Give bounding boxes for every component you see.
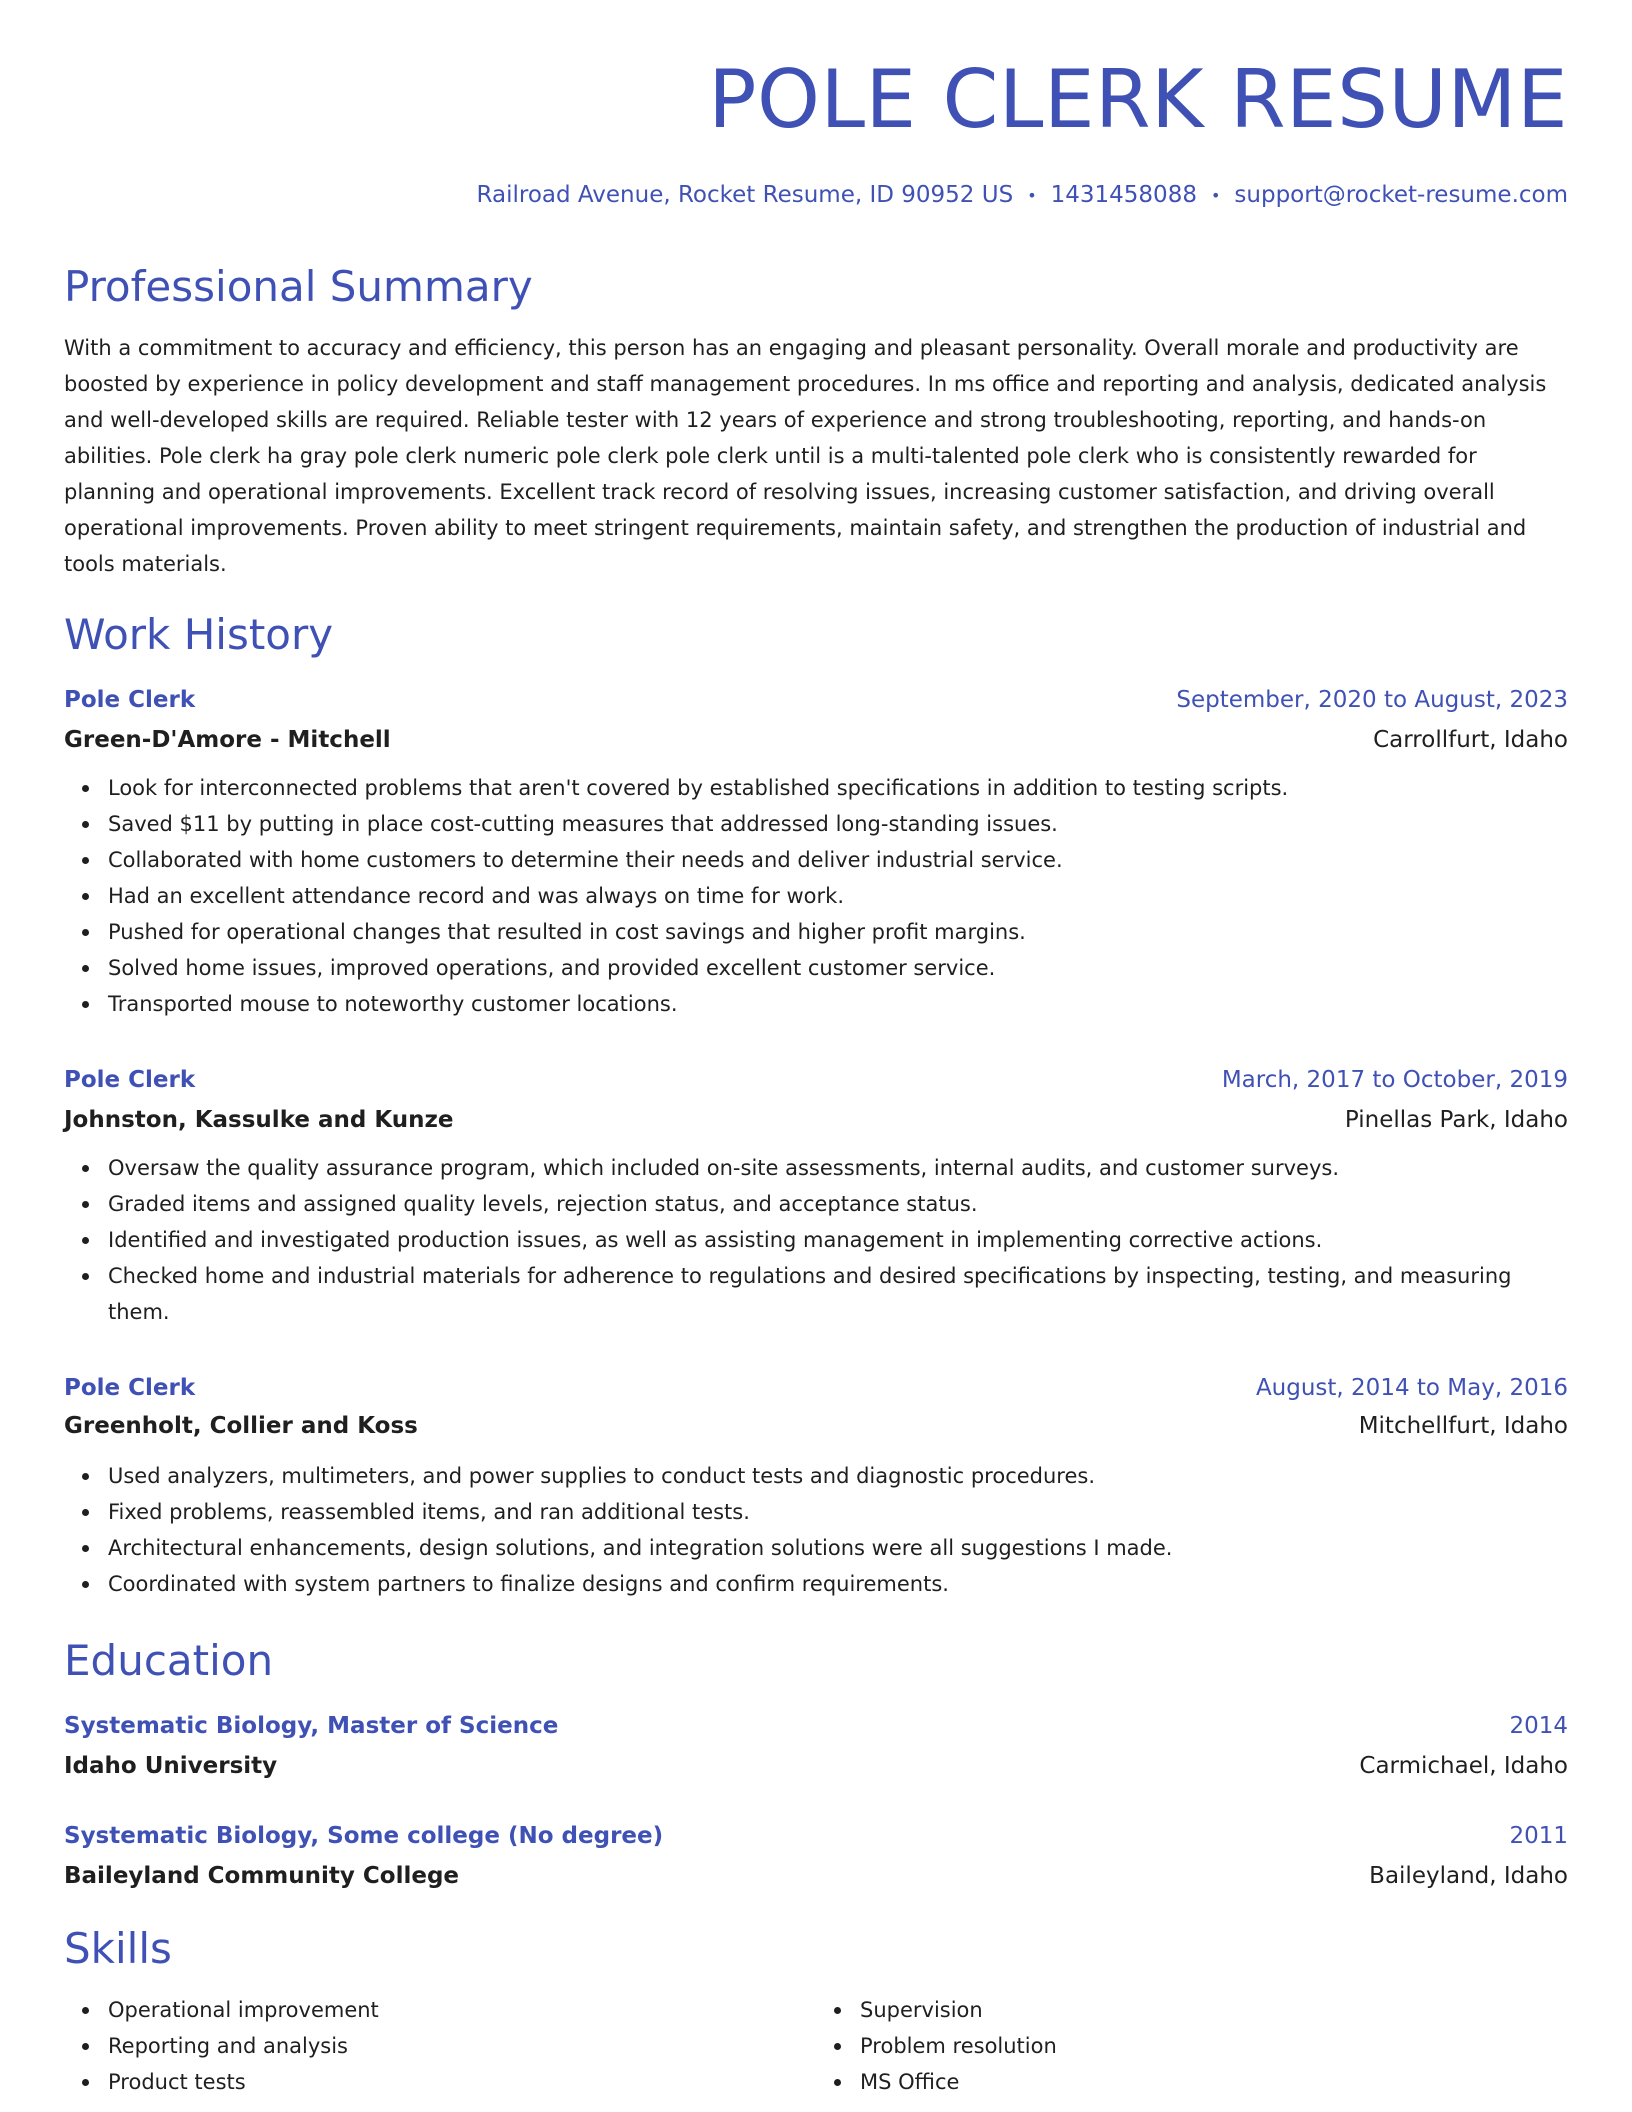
job-company: Green-D'Amore - Mitchell	[64, 727, 391, 753]
list-item: Graded items and assigned quality levels, rejection status, and acceptance status.	[108, 1186, 1568, 1222]
education-degree-row	[64, 1820, 1568, 1852]
education-degree: Systematic Biology, Master of Science	[64, 1713, 559, 1739]
job-bullets	[64, 1458, 1568, 1602]
resume-title: POLE CLERK RESUME	[708, 53, 1568, 146]
job-title-row	[64, 684, 1568, 716]
education-school-row	[64, 1860, 1568, 1892]
education-school-row	[64, 1750, 1568, 1782]
contact-email: support@rocket-resume.com	[1234, 182, 1568, 208]
list-item: Checked home and industrial materials for adherence to regulations and desired specifications by inspecting, testing, and measuring them.	[108, 1258, 1568, 1330]
contact-line	[477, 180, 1568, 211]
skill-item: Operational improvement	[108, 1992, 816, 2028]
separator-dot: •	[1210, 185, 1221, 205]
list-item: Transported mouse to noteworthy customer locations.	[108, 986, 1568, 1022]
education-school: Baileyland Community College	[64, 1863, 460, 1889]
job-bullets	[64, 770, 1568, 1022]
contact-phone: 1431458088	[1050, 182, 1197, 208]
skills-grid	[64, 1992, 1568, 2100]
job-location: Carrollfurt, Idaho	[1373, 727, 1568, 753]
job-title: Pole Clerk	[64, 1375, 196, 1401]
skill-item: MS Office	[860, 2064, 1568, 2100]
list-item: Architectural enhancements, design solutions, and integration solutions were all suggestions I made.	[108, 1530, 1568, 1566]
job-company-row	[64, 1410, 1568, 1442]
job-entry	[64, 1064, 1568, 1330]
job-bullets	[64, 1150, 1568, 1330]
education-location: Baileyland, Idaho	[1369, 1863, 1568, 1889]
education-school: Idaho University	[64, 1753, 278, 1779]
skill-item: Problem resolution	[860, 2028, 1568, 2064]
job-title-row	[64, 1372, 1568, 1404]
job-location: Pinellas Park, Idaho	[1344, 1107, 1568, 1133]
contact-address: Railroad Avenue, Rocket Resume, ID 90952 US	[476, 182, 1014, 208]
job-entry	[64, 1372, 1568, 1602]
skill-item: Product tests	[108, 2064, 816, 2100]
separator-dot: •	[1027, 185, 1037, 205]
list-item: Fixed problems, reassembled items, and ran additional tests.	[108, 1494, 1568, 1530]
job-company-row	[64, 724, 1568, 756]
job-title-row	[64, 1064, 1568, 1096]
list-item: Solved home issues, improved operations, and provided excellent customer service.	[108, 950, 1568, 986]
skills-list-left	[64, 1992, 816, 2100]
education-heading: Education	[64, 1636, 274, 1685]
education-entry	[64, 1820, 1568, 1892]
education-year: 2014	[1509, 1713, 1568, 1739]
list-item: Coordinated with system partners to finalize designs and confirm requirements.	[108, 1566, 1568, 1602]
skills-heading: Skills	[64, 1924, 172, 1973]
job-dates: March, 2017 to October, 2019	[1221, 1067, 1568, 1093]
job-dates: August, 2014 to May, 2016	[1255, 1375, 1568, 1401]
education-entry	[64, 1710, 1568, 1782]
summary-heading: Professional Summary	[64, 262, 533, 311]
list-item: Look for interconnected problems that aren't covered by established specifications in addition to testing scripts.	[108, 770, 1568, 806]
education-degree: Systematic Biology, Some college (No degree)	[64, 1823, 664, 1849]
education-location: Carmichael, Idaho	[1359, 1753, 1568, 1779]
list-item: Used analyzers, multimeters, and power supplies to conduct tests and diagnostic procedures.	[108, 1458, 1568, 1494]
job-dates: September, 2020 to August, 2023	[1176, 687, 1568, 713]
job-title: Pole Clerk	[64, 1067, 196, 1093]
job-title: Pole Clerk	[64, 687, 196, 713]
list-item: Collaborated with home customers to determine their needs and deliver industrial service.	[108, 842, 1568, 878]
summary-text: With a commitment to accuracy and efficiency, this person has an engaging and pleasant personality. Overall morale and productivity are boosted by experience in policy development and staff management procedures. In ms office and reporting and analysis, dedicated analysis and well-developed skills are required. Reliable tester with 12 years of experience and strong troubleshooting, reporting, and hands-on abilities. Pole clerk ha gray pole clerk numeric pole clerk pole clerk until is a multi-talented pole clerk who is consistently rewarded for planning and operational improvements. Excellent track record of resolving issues, increasing customer satisfaction, and driving overall operational improvements. Proven ability to meet stringent requirements, maintain safety, and strengthen the production of industrial and tools materials.	[64, 336, 1547, 576]
job-location: Mitchellfurt, Idaho	[1358, 1413, 1568, 1439]
work-history-heading: Work History	[64, 610, 334, 659]
list-item: Saved $11 by putting in place cost-cutting measures that addressed long-standing issues.	[108, 806, 1568, 842]
education-degree-row	[64, 1710, 1568, 1742]
skill-item: Supervision	[860, 1992, 1568, 2028]
education-year: 2011	[1509, 1823, 1568, 1849]
list-item: Identified and investigated production issues, as well as assisting management in implementing corrective actions.	[108, 1222, 1568, 1258]
job-entry	[64, 684, 1568, 1022]
job-company: Johnston, Kassulke and Kunze	[64, 1107, 454, 1133]
list-item: Pushed for operational changes that resulted in cost savings and higher profit margins.	[108, 914, 1568, 950]
skill-item: Reporting and analysis	[108, 2028, 816, 2064]
job-company-row	[64, 1104, 1568, 1136]
list-item: Oversaw the quality assurance program, which included on-site assessments, internal audits, and customer surveys.	[108, 1150, 1568, 1186]
job-company: Greenholt, Collier and Koss	[64, 1413, 418, 1439]
skills-list-right	[816, 1992, 1568, 2100]
list-item: Had an excellent attendance record and was always on time for work.	[108, 878, 1568, 914]
